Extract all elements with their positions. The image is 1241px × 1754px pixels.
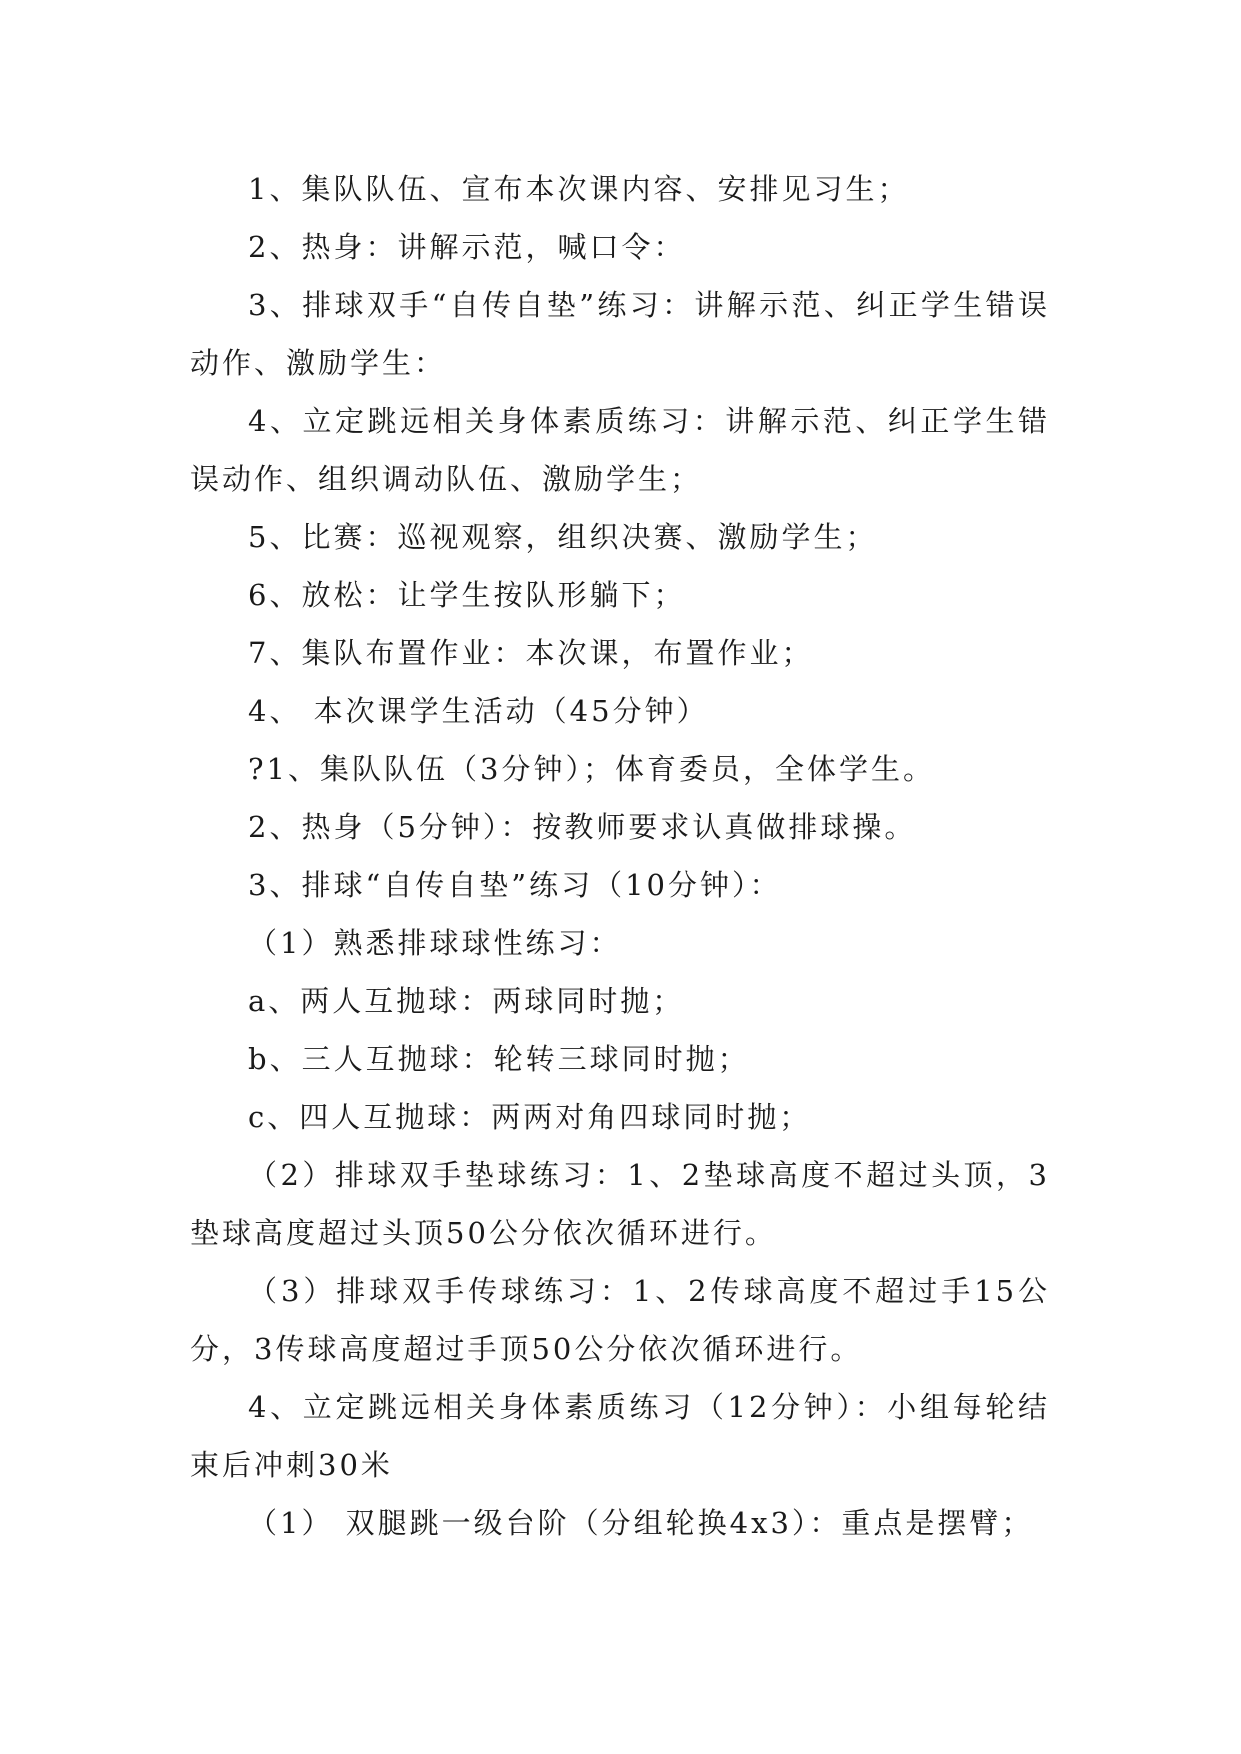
paragraph: a、两人互抛球：两球同时抛；: [248, 984, 685, 1018]
paragraph: ?1、集队队伍（3分钟）；体育委员，全体学生。: [248, 752, 935, 786]
paragraph: 4、 本次课学生活动（45分钟）: [248, 694, 709, 728]
paragraph: 6、放松：让学生按队形躺下；: [248, 578, 686, 612]
paragraph: 5、比赛：巡视观察，组织决赛、激励学生；: [248, 520, 878, 554]
paragraph: 2、热身（5分钟）：按教师要求认真做排球操。: [248, 810, 917, 844]
paragraph: 7、集队布置作业：本次课，布置作业；: [248, 636, 814, 670]
paragraph: 4、立定跳远相关身体素质练习（12分钟）：小组每轮结束后冲刺30米: [190, 1390, 1050, 1482]
paragraph: （2）排球双手垫球练习：1、2垫球高度不超过头顶，3垫球高度超过头顶50公分依次循环进行。: [190, 1158, 1050, 1250]
paragraph: 2、热身：讲解示范，喊口令：: [248, 230, 686, 264]
paragraph: 1、集队队伍、宣布本次课内容、安排见习生；: [248, 172, 910, 206]
paragraph: c、四人互抛球：两两对角四球同时抛；: [248, 1100, 812, 1134]
paragraph: 3、排球双手“自传自垫”练习：讲解示范、纠正学生错误动作、激励学生：: [190, 288, 1050, 380]
paragraph: 4、立定跳远相关身体素质练习：讲解示范、纠正学生错误动作、组织调动队伍、激励学生；: [190, 404, 1050, 496]
paragraph: 3、排球“自传自垫”练习（10分钟）：: [248, 868, 782, 902]
document-body: [190, 160, 1050, 1552]
paragraph: （3）排球双手传球练习：1、2传球高度不超过手15公分，3传球高度超过手顶50公分依次循环进行。: [190, 1274, 1050, 1366]
paragraph: b、三人互抛球：轮转三球同时抛；: [248, 1042, 750, 1076]
paragraph: （1）熟悉排球球性练习：: [248, 926, 622, 960]
paragraph: （1） 双腿跳一级台阶（分组轮换4x3）：重点是摆臂；: [248, 1506, 1034, 1540]
